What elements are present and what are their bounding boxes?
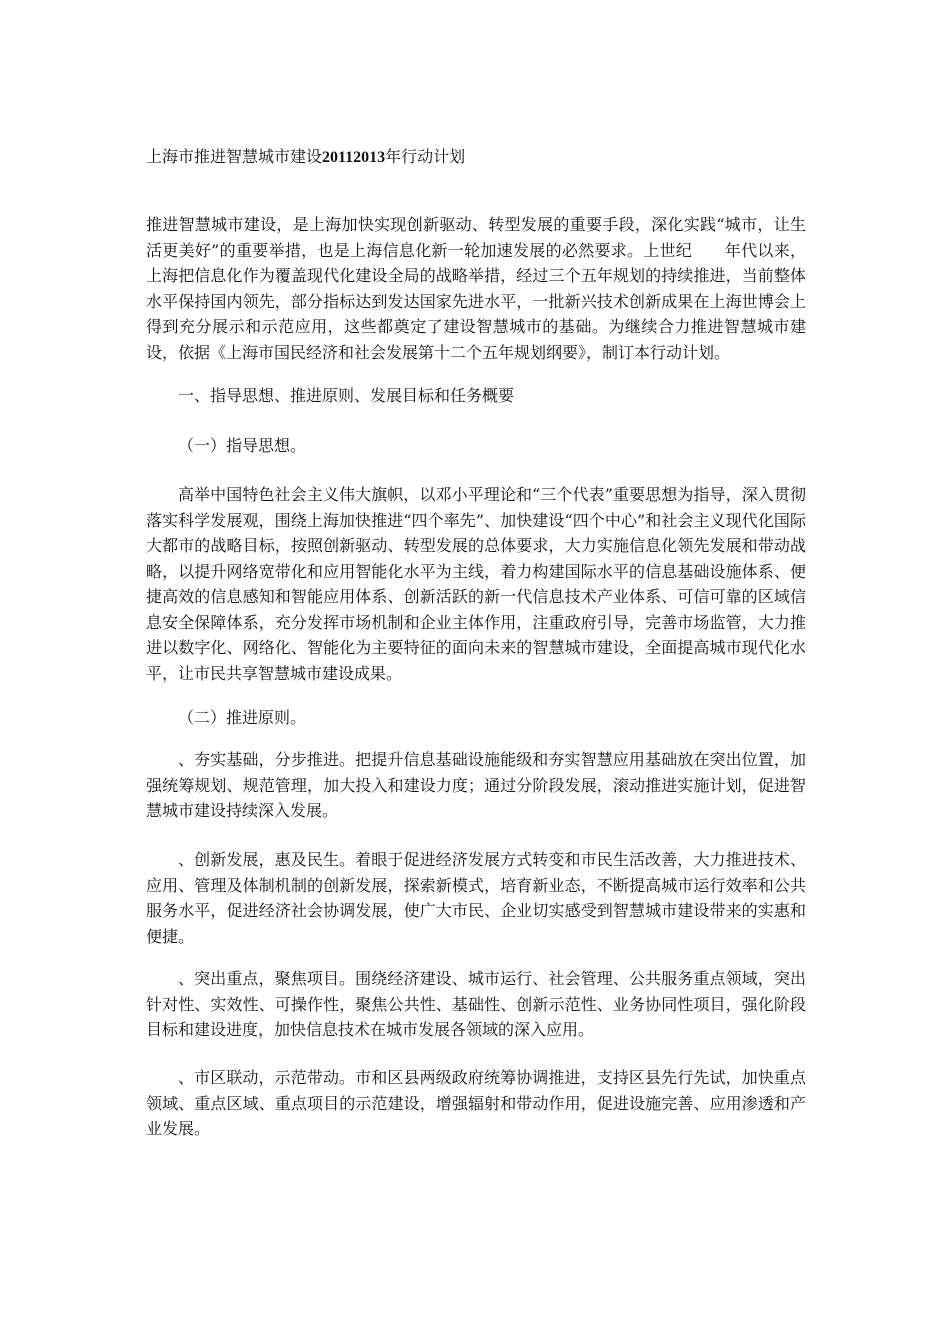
principle-paragraph-3: 、突出重点，聚焦项目。围绕经济建设、城市运行、社会管理、公共服务重点领域，突出针对性、实效性、可操作性，聚焦公共性、基础性、创新示范性、业务协同性项目，强化阶段目标和建设进度，加快信息技术在城市发展各领域的深入应用。 [146,969,806,1039]
principle-paragraph-1: 、夯实基础，分步推进。把提升信息基础设施能级和夯实智慧应用基础放在突出位置，加强统筹规划、规范管理，加大投入和建设力度；通过分阶段发展，滚动推进实施计划，促进智慧城市建设持续深入发展。 [146,750,806,820]
subsection-2-heading: （二）推进原则。 [178,708,307,727]
document-title [146,145,806,170]
guiding-ideology-paragraph: 高举中国特色社会主义伟大旗帜，以邓小平理论和“三个代表”重要思想为指导，深入贯彻落实科学发展观，围绕上海加快推进“四个率先”、加快建设“四个中心”和社会主义现代化国际大都市的战略目标，按照创新驱动、转型发展的总体要求，大力实施信息化领先发展和带动战略，以提升网络宽带化和应用智能化水平为主线，着力构建国际水平的信息基础设施体系、便捷高效的信息感知和智能应用体系、创新活跃的新一代信息技术产业体系、可信可靠的区域信息安全保障体系，充分发挥市场机制和企业主体作用，注重政府引导，完善市场监管，大力推进以数字化、网络化、智能化为主要特征的面向未来的智慧城市建设，全面提高城市现代化水平，让市民共享智慧城市建设成果。 [146,485,806,683]
subsection-1-heading: （一）指导思想。 [178,436,307,455]
principle-paragraph-4: 、市区联动，示范带动。市和区县两级政府统筹协调推进，支持区县先行先试，加快重点领域、重点区域、重点项目的示范建设，增强辐射和带动作用，促进设施完善、应用渗透和产业发展。 [146,1068,806,1138]
title-prefix: 上海市推进智慧城市建设 [146,147,323,166]
section-1-heading: 一、指导思想、推进原则、发展目标和任务概要 [178,386,515,405]
title-years: 20112013 [322,149,386,166]
intro-paragraph: 推进智慧城市建设，是上海加快实现创新驱动、转型发展的重要手段，深化实践“城市，让生活更美好”的重要举措，也是上海信息化新一轮加速发展的必然要求。上世纪 年代以来，上海把信息化作为覆盖现代化建设全局的战略举措，经过三个五年规划的持续推进，当前整体水平保持国内领先，部分指标达到发达国家先进水平，一批新兴技术创新成果在上海世博会上得到充分展示和示范应用，这些都奠定了建设智慧城市的基础。为继续合力推进智慧城市建设，依据《上海市国民经济和社会发展第十二个五年规划纲要》，制订本行动计划。 [146,215,806,362]
principle-paragraph-2: 、创新发展，惠及民生。着眼于促进经济发展方式转变和市民生活改善，大力推进技术、应用、管理及体制机制的创新发展，探索新模式，培育新业态，不断提高城市运行效率和公共服务水平，促进经济社会协调发展，使广大市民、企业切实感受到智慧城市建设带来的实惠和便捷。 [146,850,806,946]
title-suffix: 年行动计划 [385,147,466,166]
